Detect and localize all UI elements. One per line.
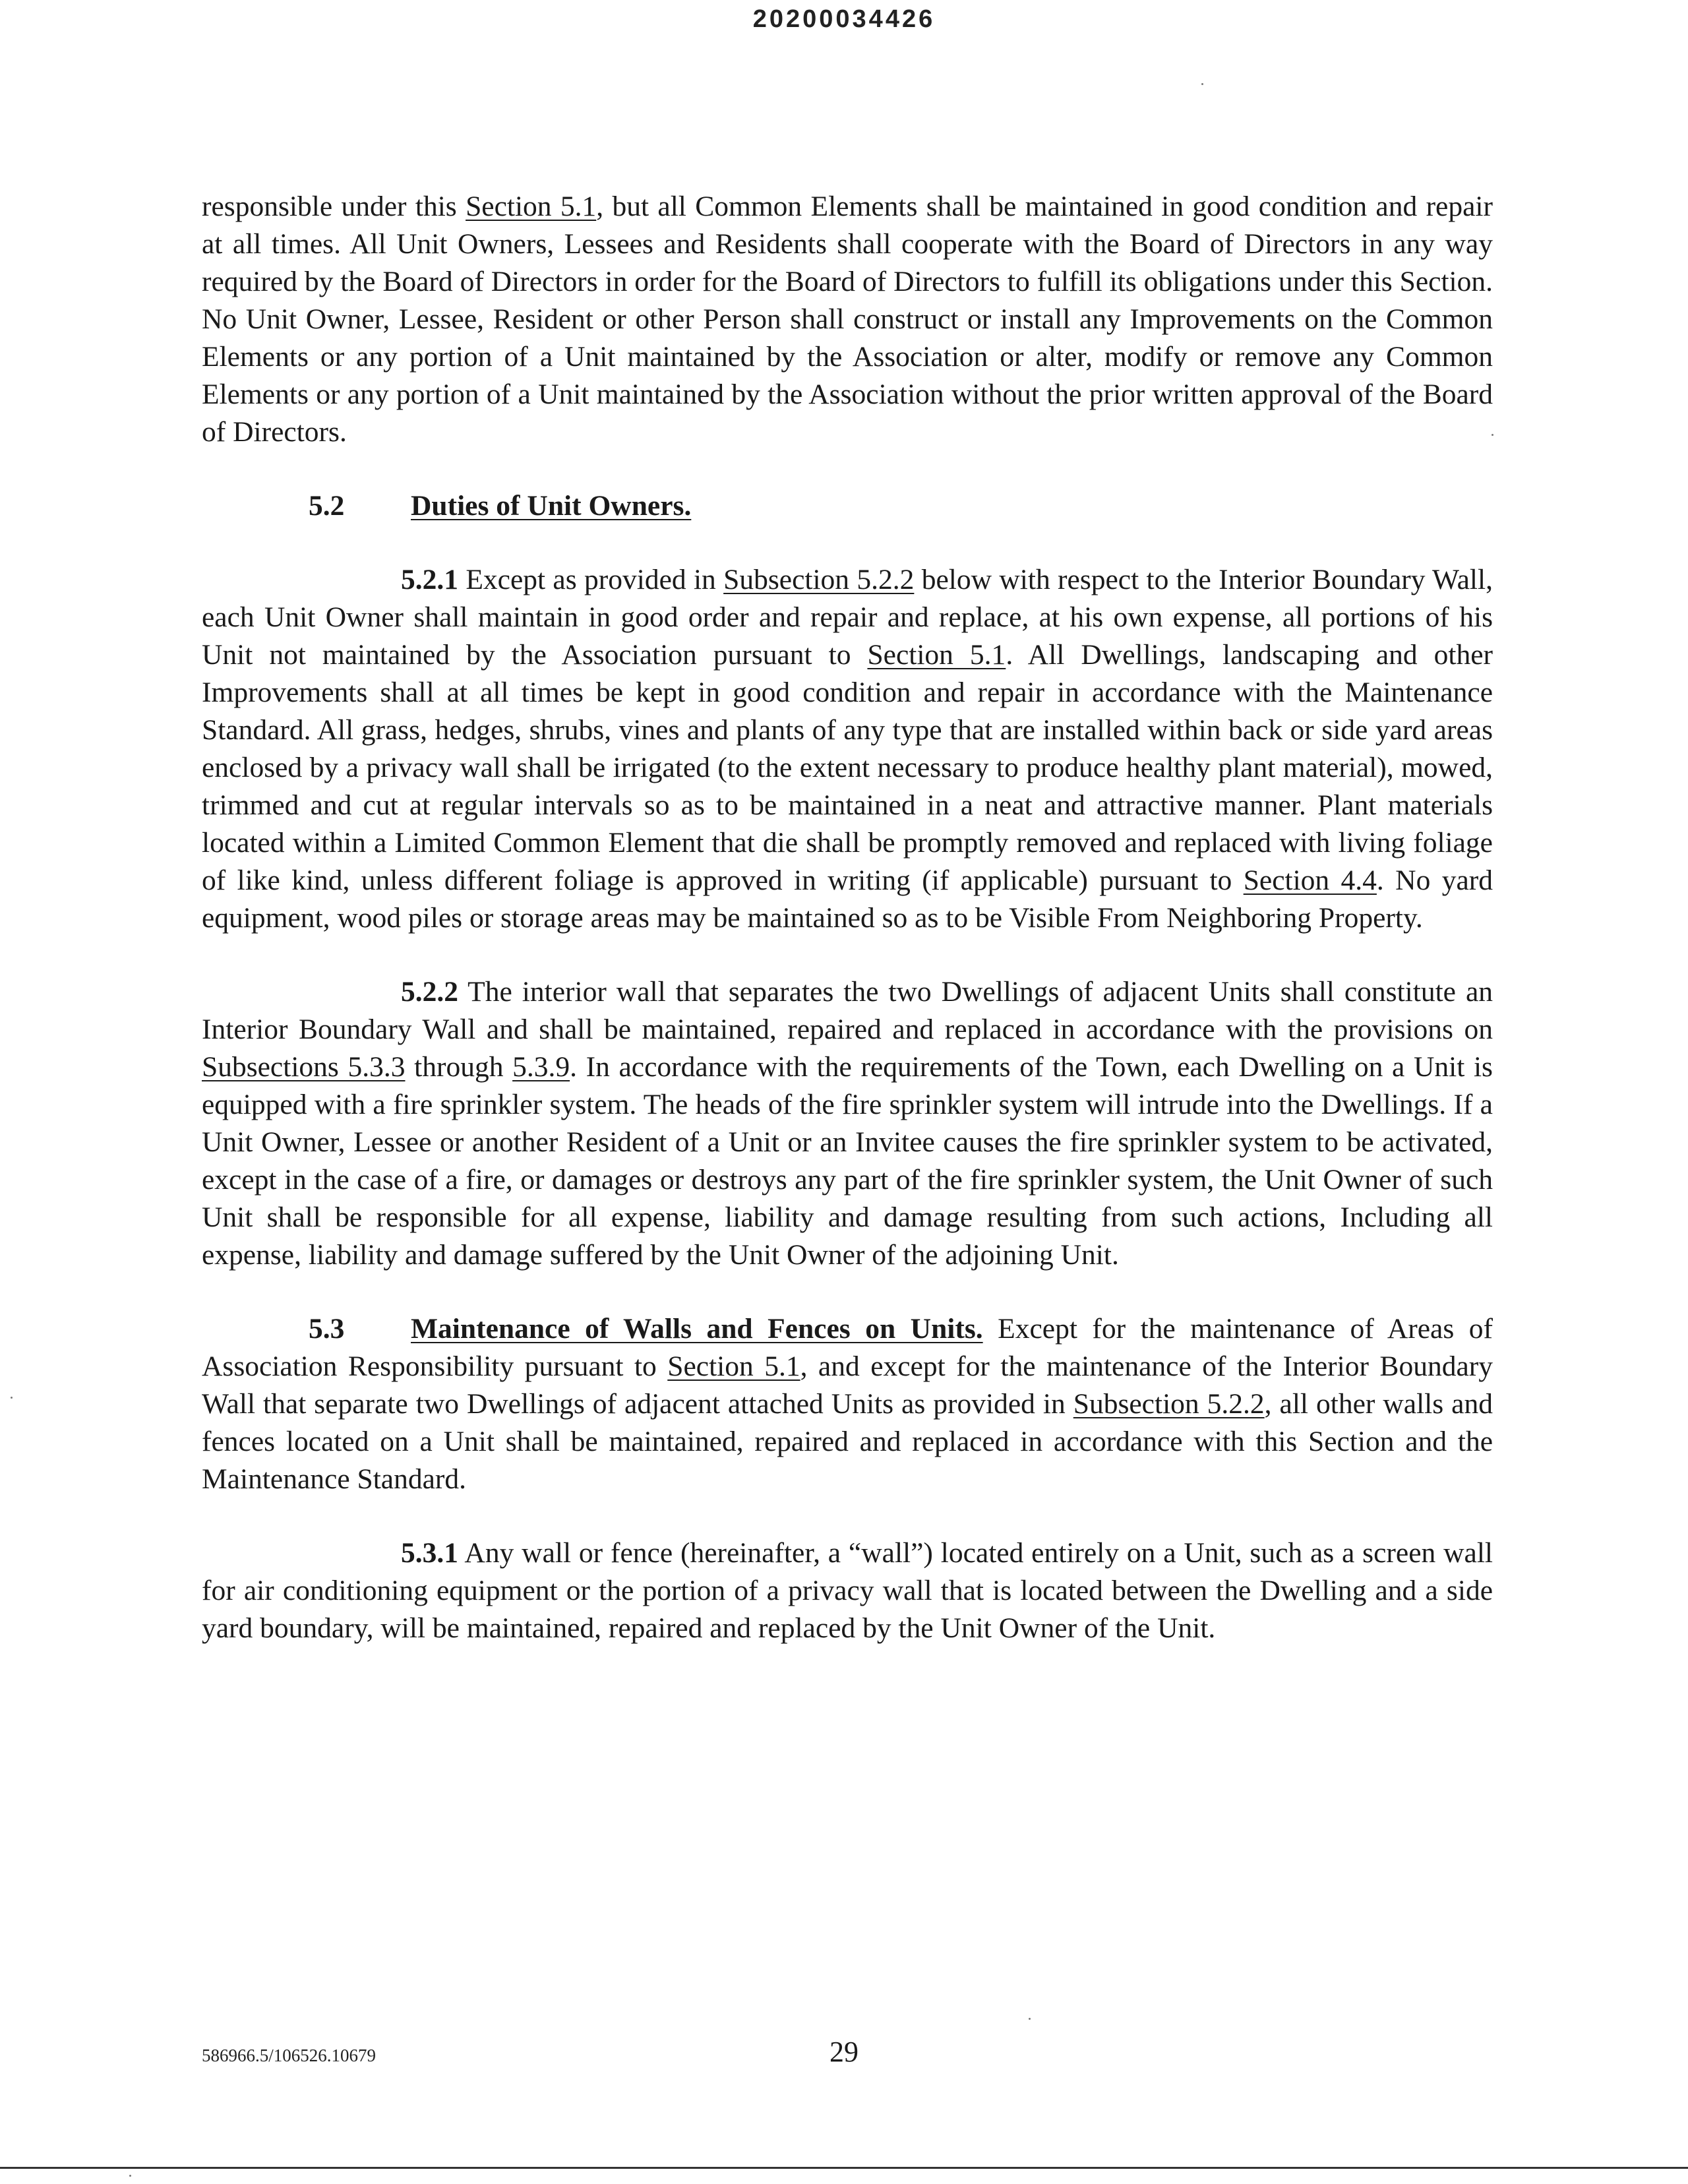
footer-document-id: 586966.5/106526.10679: [202, 2046, 377, 2065]
scan-speck: [1492, 434, 1493, 436]
section-reference: Subsection 5.2.2: [723, 564, 915, 595]
recording-number: 20200034426: [752, 5, 936, 33]
section-reference: Section 5.1: [667, 1350, 800, 1382]
section-reference: Subsections 5.3.3: [202, 1051, 406, 1083]
page-number: 29: [829, 2036, 859, 2068]
bottom-rule: [0, 2167, 1688, 2169]
subsection-5-2-2: 5.2.2 The interior wall that separates the two Dwellings of adjacent Units shall constitute an Interior Boundary Wall and shall be maintained, repaired and replaced in accordance with the provisions on Subsections 5.3.3 through 5.3.9. In accordance with the requirements of the Town, each Dwelling on a Unit is equipped with a fire sprinkler system. The heads of the fire sprinkler system will intrude into the Dwellings. If a Unit Owner, Lessee or another Resident of a Unit or an Invitee causes the fire sprinkler system to be activated, except in the case of a fire, or damages or destroys any part of the fire sprinkler system, the Unit Owner of such Unit shall be responsible for all expense, liability and damage resulting from such actions, Including all expense, liability and damage suffered by the Unit Owner of the adjoining Unit.: [202, 976, 1493, 1271]
scan-speck: [1201, 83, 1203, 85]
section-reference: Section 5.1: [867, 639, 1006, 671]
scan-speck: [11, 1397, 13, 1399]
section-5-3: 5.3 Maintenance of Walls and Fences on Units. Except for the maintenance of Areas of Association Responsibility pursuant to Section 5.1, and except for the maintenance of the Interior Boundary Wall that separate two Dwellings of adjacent attached Units as provided in Subsection 5.2.2, all other walls and fences located on a Unit shall be maintained, repaired and replaced in accordance with this Section and the Maintenance Standard.: [202, 1313, 1493, 1495]
subsection-5-2-1: 5.2.1 Except as provided in Subsection 5.2.2 below with respect to the Interior Boundary Wall, each Unit Owner shall maintain in good order and repair and replace, at his own expense, all portions of his Unit not maintained by the Association pursuant to Section 5.1. All Dwellings, landscaping and other Improvements shall at all times be kept in good condition and repair in accordance with the Maintenance Standard. All grass, hedges, shrubs, vines and plants of any type that are installed within back or side yard areas enclosed by a privacy wall shall be irrigated (to the extent necessary to produce healthy plant material), mowed, trimmed and cut at regular intervals so as to be maintained in a neat and attractive manner. Plant materials located within a Limited Common Element that die shall be promptly removed and replaced with living foliage of like kind, unless different foliage is approved in writing (if applicable) pursuant to Section 4.4. No yard equipment, wood piles or storage areas may be maintained so as to be Visible From Neighboring Property.: [202, 564, 1493, 934]
section-reference: 5.3.9: [512, 1051, 570, 1083]
document-body: [202, 188, 1493, 1647]
section-heading-5-2: 5.2 Duties of Unit Owners.: [309, 490, 692, 522]
scan-speck: [129, 2175, 131, 2177]
subsection-5-3-1: 5.3.1 Any wall or fence (hereinafter, a “wall”) located entirely on a Unit, such as a screen wall for air conditioning equipment or the portion of a privacy wall that is located between the Dwelling and a side yard boundary, will be maintained, repaired and replaced by the Unit Owner of the Unit.: [202, 1537, 1493, 1644]
scan-speck: [1029, 2018, 1031, 2020]
intro-paragraph: responsible under this Section 5.1, but all Common Elements shall be maintained in good condition and repair at all times. All Unit Owners, Lessees and Residents shall cooperate with the Board of Directors in any way required by the Board of Directors in order for the Board of Directors to fulfill its obligations under this Section. No Unit Owner, Lessee, Resident or other Person shall construct or install any Improvements on the Common Elements or any portion of a Unit maintained by the Association or alter, modify or remove any Common Elements or any portion of a Unit maintained by the Association without the prior written approval of the Board of Directors.: [202, 191, 1493, 448]
section-reference: Subsection 5.2.2: [1073, 1388, 1265, 1420]
section-reference: Section 4.4: [1243, 864, 1377, 896]
section-reference: Section 5.1: [466, 191, 597, 222]
